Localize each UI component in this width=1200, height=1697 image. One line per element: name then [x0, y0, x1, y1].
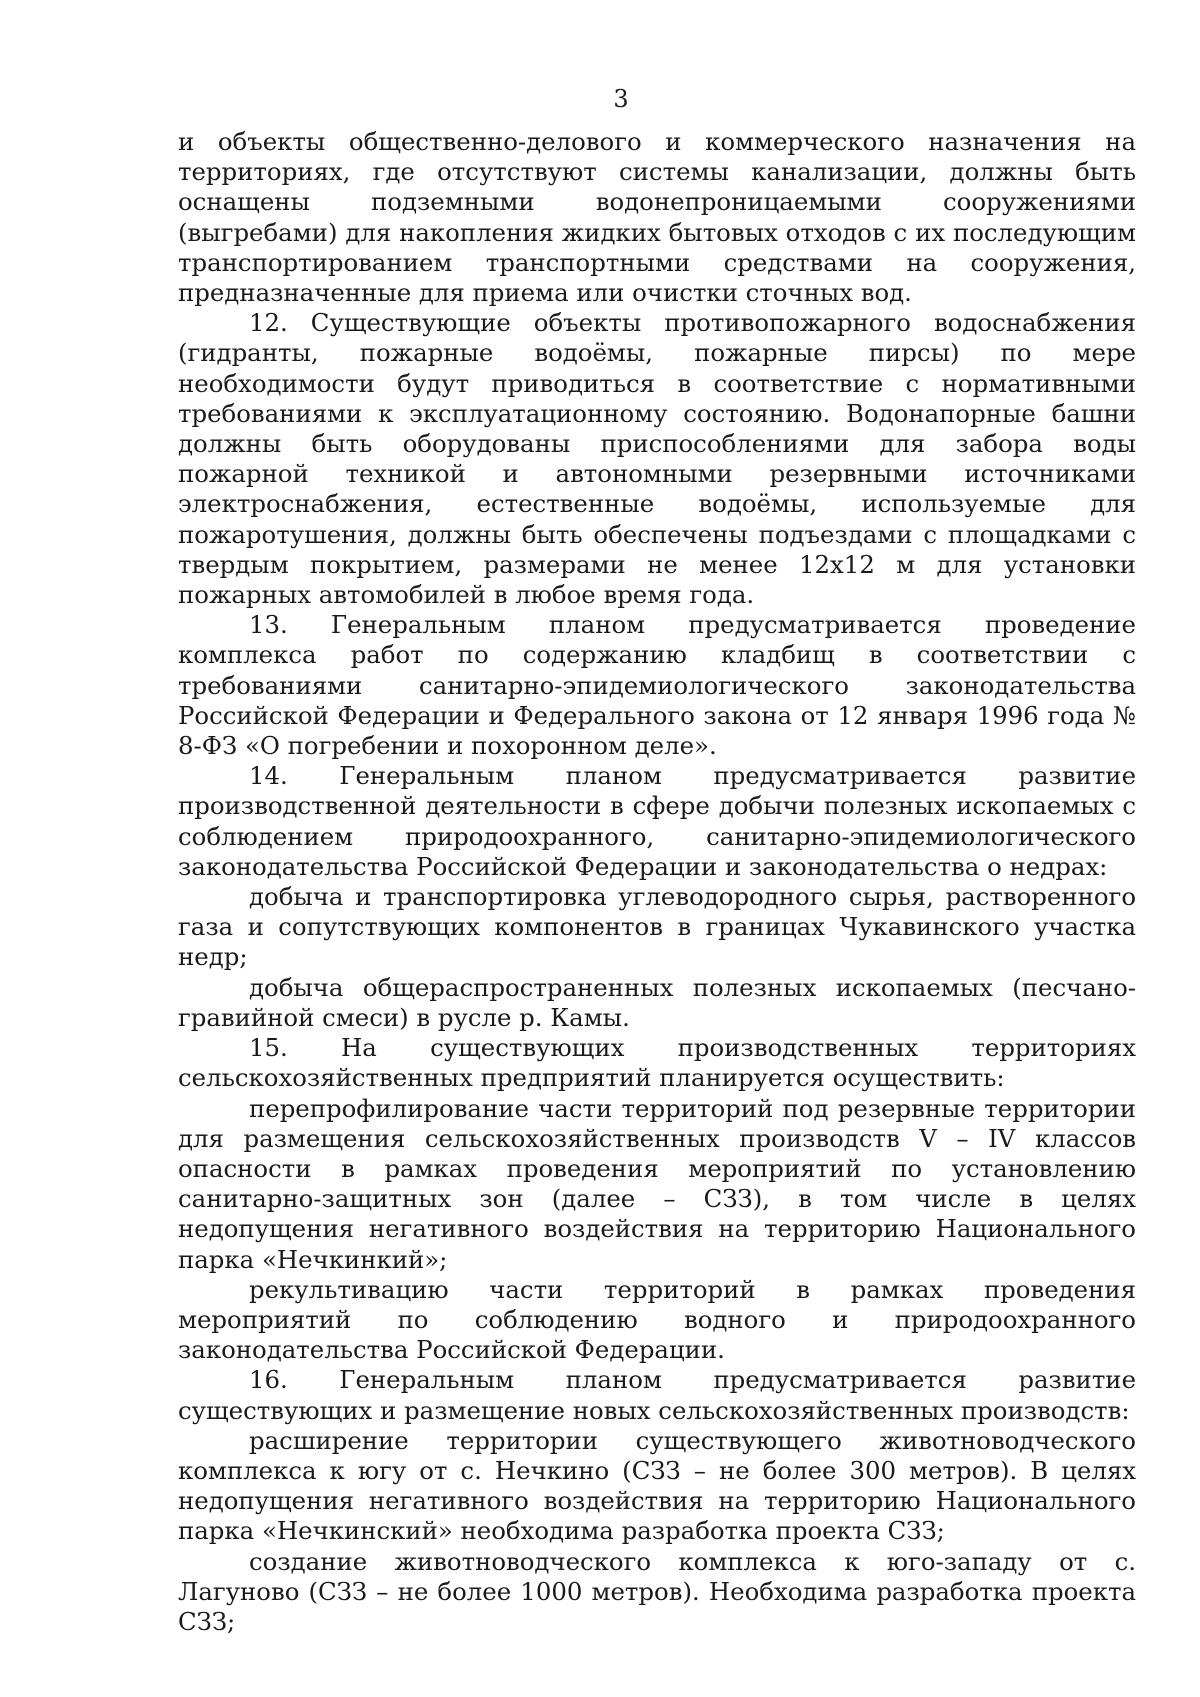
paragraph-recultivation: рекультивацию части территорий в рамках проведения мероприятий по соблюдению водного и природоохранного законодательства Российской Федерации. [178, 1274, 1136, 1365]
paragraph-item-14-mining: 14. Генеральным планом предусматривается развитие производственной деятельности в сфере добычи полезных ископаемых с соблюдением природоохранного, санитарно-эпидемиологического законодательства Российской Федерации и законодательства о недрах: [178, 761, 1136, 881]
paragraph-item-16-agricultural-development: 16. Генеральным планом предусматривается развитие существующих и размещение новых сельскохозяйственных производств: [178, 1365, 1136, 1425]
paragraph-hydrocarbon-extraction: добыча и транспортировка углеводородного сырья, растворенного газа и сопутствующих компонентов в границах Чукавинского участка недр; [178, 882, 1136, 972]
document-body [178, 127, 1136, 1637]
paragraph-reprofiling: перепрофилирование части территорий под резервные территории для размещения сельскохозяйственных производств V – IV классов опасности в рамках проведения мероприятий по установлению санитарно-защитных зон (далее – СЗЗ), в том числе в целях недопущения негативного воздействия на территорию Национального парка «Нечкинкий»; [178, 1093, 1136, 1274]
paragraph-item-13-cemeteries: 13. Генеральным планом предусматривается проведение комплекса работ по содержанию кладбищ в соответствии с требованиями санитарно-эпидемиологического законодательства Российской Федерации и Федерального закона от 12 января 1996 года № 8-ФЗ «О погребении и похоронном деле». [178, 610, 1136, 761]
paragraph-sewage-continuation: и объекты общественно-делового и коммерческого назначения на территориях, где отсутствуют системы канализации, должны быть оснащены подземными водонепроницаемыми сооружениями (выгребами) для накопления жидких бытовых отходов с их последующим транспортированием транспортными средствами на сооружения, предназначенные для приема или очистки сточных вод. [178, 127, 1136, 308]
paragraph-gravel-extraction: добыча общераспространенных полезных ископаемых (песчано-гравийной смеси) в русле р. Камы. [178, 972, 1136, 1032]
paragraph-livestock-lagunovo: создание животноводческого комплекса к юго-западу от с. Лагуново (СЗЗ – не более 1000 метров). Необходима разработка проекта СЗЗ; [178, 1546, 1136, 1636]
paragraph-item-12-fire-water-supply: 12. Существующие объекты противопожарного водоснабжения (гидранты, пожарные водоёмы, пожарные пирсы) по мере необходимости будут приводиться в соответствие с нормативными требованиями к эксплуатационному состоянию. Водонапорные башни должны быть оборудованы приспособлениями для забора воды пожарной техникой и автономными резервными источниками электроснабжения, естественные водоёмы, используемые для пожаротушения, должны быть обеспечены подъездами с площадками с твердым покрытием, размерами не менее 12х12 м для установки пожарных автомобилей в любое время года. [178, 308, 1136, 610]
paragraph-item-15-agricultural-territories: 15. На существующих производственных территориях сельскохозяйственных предприятий планируется осуществить: [178, 1033, 1136, 1093]
page-number: 3 [613, 85, 629, 113]
paragraph-livestock-expansion-nechkino: расширение территории существующего животноводческого комплекса к югу от с. Нечкино (СЗЗ – не более 300 метров). В целях недопущения негативного воздействия на территорию Национального парка «Нечкинский» необходима разработка проекта СЗЗ; [178, 1425, 1136, 1546]
